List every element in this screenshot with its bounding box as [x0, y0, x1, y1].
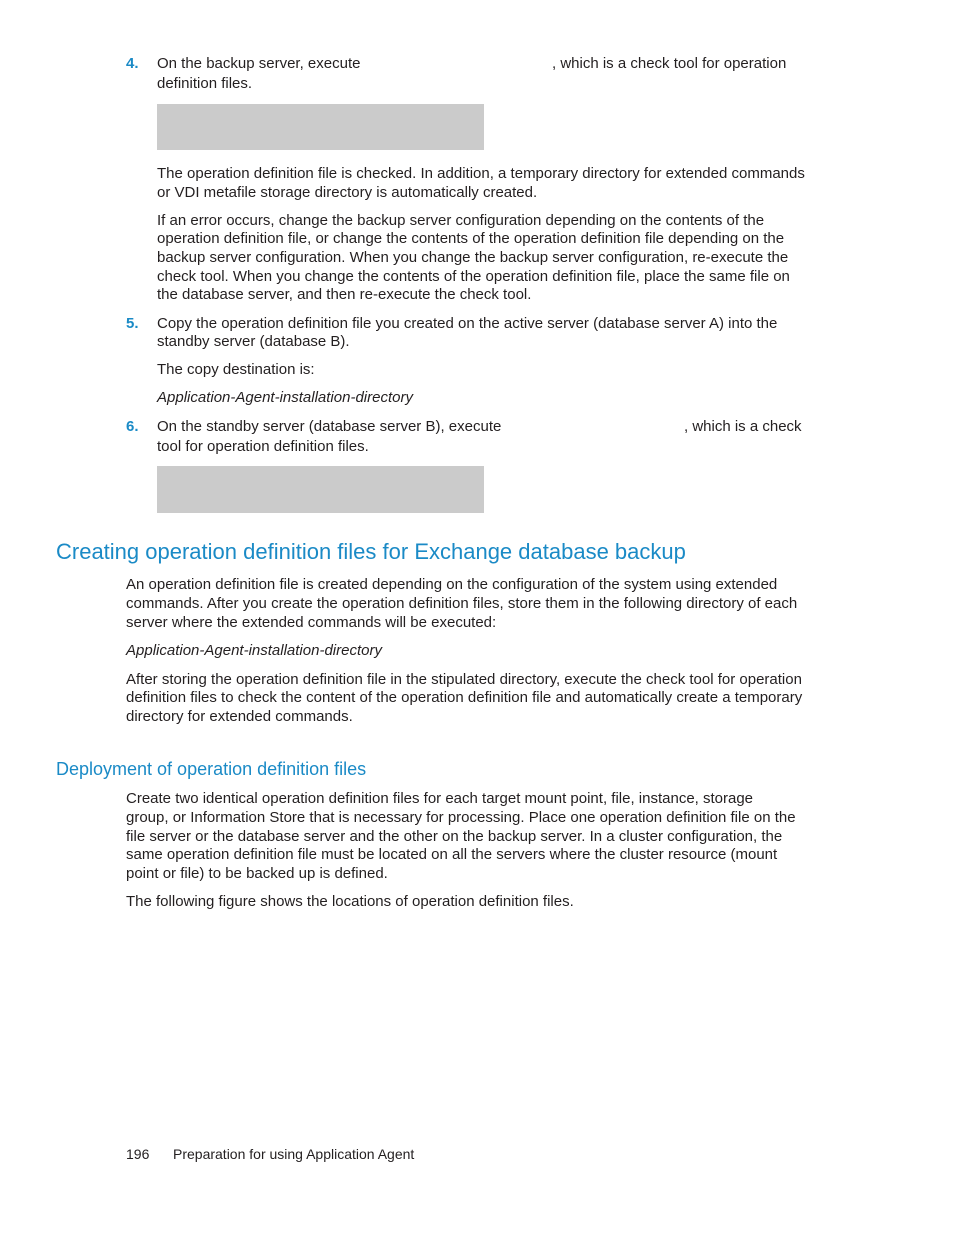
text-line: backup server configuration. When you change the backup server configuration, re-execute the: [157, 249, 789, 266]
step-4-line-2: definition files.: [157, 75, 253, 92]
text-line: Create two identical operation definition files for each target mount point, file, instance, storage: [126, 790, 754, 807]
text-line: The operation definition file is checked. In addition, a temporary directory for extended commands: [157, 165, 805, 182]
step-5-line-1: Copy the operation definition file you created on the active server (database server A) into the: [157, 315, 778, 332]
section-heading: Creating operation definition files for Exchange database backup: [56, 539, 686, 564]
step-4-line-1: [157, 54, 360, 73]
text-line: An operation definition file is created depending on the configuration of the system using extended: [126, 576, 778, 593]
text-line: If an error occurs, change the backup server configuration depending on the contents of the: [157, 212, 765, 229]
step-4-command-box: [157, 104, 484, 150]
text-line: check tool. When you change the contents of the operation definition file, place the same file on: [157, 268, 790, 285]
step-6-line-1-after: , which is a check: [684, 418, 802, 435]
step-6-number: 6.: [126, 418, 139, 435]
text-line: commands. After you create the operation definition files, store them in the following directory of each: [126, 595, 798, 612]
text-line: point or file) to be backed up is defined.: [126, 865, 388, 882]
page-number: 196: [126, 1146, 150, 1162]
step-5-copy-destination-label: The copy destination is:: [157, 361, 315, 378]
text-line: operation definition file, or change the contents of the operation definition file depending on the: [157, 230, 785, 247]
step-5-copy-destination-path: Application-Agent-installation-directory: [157, 389, 413, 406]
figure-intro: The following figure shows the locations of operation definition files.: [126, 893, 574, 910]
text-line: After storing the operation definition file in the stipulated directory, execute the check tool for operation: [126, 671, 802, 688]
text-line: same operation definition file must be located on all the servers where the cluster resource (mount: [126, 846, 778, 863]
step-6-command-box: [157, 466, 484, 513]
text-line: file server or the database server and the other on the backup server. In a cluster configuration, the: [126, 828, 783, 845]
text-line: definition files to check the content of the operation definition file and automatically create a temporary: [126, 689, 803, 706]
running-title: Preparation for using Application Agent: [173, 1146, 415, 1162]
step-6-line-1: On the standby server (database server B), execute: [157, 418, 502, 435]
text-line: server where the extended commands will be executed:: [126, 614, 497, 631]
text-line: directory for extended commands.: [126, 708, 353, 725]
step-4-number: 4.: [126, 55, 139, 72]
step-5-line-2: standby server (database B).: [157, 333, 350, 350]
step-4-line-1-after: , which is a check tool for operation: [552, 55, 787, 72]
text-line: the database server, and then re-execute the check tool.: [157, 286, 532, 303]
step-4-text-before: On the backup server, execute: [157, 55, 361, 72]
text-line: group, or Information Store that is necessary for processing. Place one operation definition file on the: [126, 809, 796, 826]
section-directory-path: Application-Agent-installation-directory: [126, 642, 382, 659]
subsection-heading: Deployment of operation definition files: [56, 759, 367, 779]
step-5-number: 5.: [126, 315, 139, 332]
text-line: or VDI metafile storage directory is automatically created.: [157, 184, 538, 201]
step-6-line-2: tool for operation definition files.: [157, 438, 369, 455]
